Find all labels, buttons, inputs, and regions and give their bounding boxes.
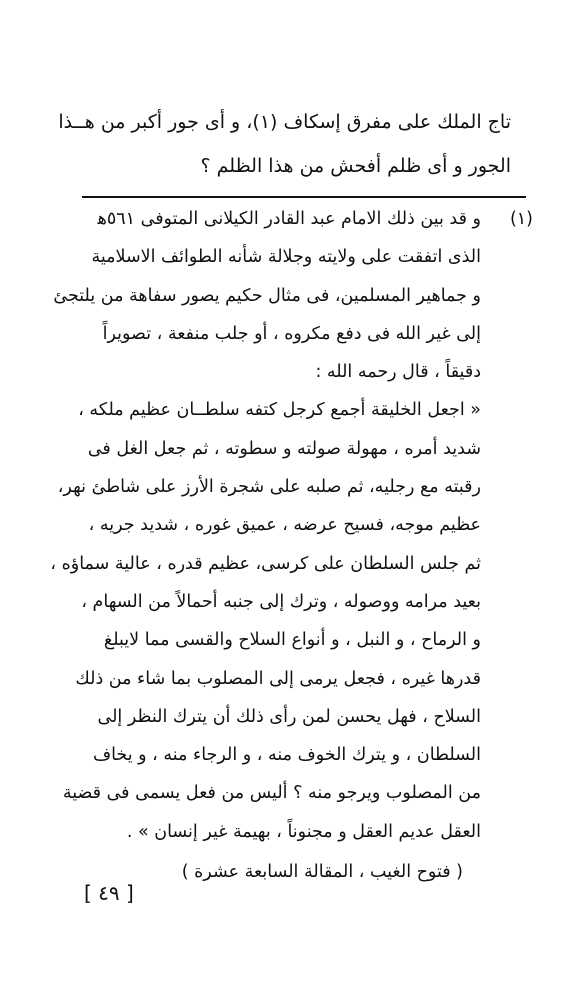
footnote-line: الذى اتفقت على ولايته وجلالة شأنه الطوائف الاسلامية [91, 247, 481, 268]
footnote [41, 200, 533, 891]
footnote-marker: (١) [509, 209, 533, 229]
footnote-line: قدرها غيره ، فجعل يرمى إلى المصلوب بما شاء من ذلك [75, 668, 481, 689]
main-text-line: الجور و أى ظلم أفحش من هذا الظلم ؟ [200, 155, 511, 177]
footnote-line-text: و قد بين ذلك الامام عبد القادر الكيلانى المتوفى ٥٦١ﻫ [97, 209, 481, 229]
footnote-separator-rule [82, 196, 526, 198]
footnote-source-citation: ( فتوح الغيب ، المقالة السابعة عشرة ) [181, 862, 463, 883]
footnote-line: العقل عديم العقل و مجنوناً ، بهيمة غير إنسان » . [126, 821, 481, 842]
footnote-line: عظيم موجه، فسيح عرضه ، عميق غوره ، شديد جريه ، [88, 515, 481, 536]
footnote-line: دقيقاً ، قال رحمه الله : [315, 362, 481, 383]
footnote-line: « اجعل الخليقة أجمع كرجل كتفه سلطــان عظيم ملكه ، [78, 400, 481, 421]
footnote-line: بعيد مرامه ووصوله ، وترك إلى جنبه أحمالاً من السهام ، [81, 591, 481, 612]
footnote-line: ثم جلس السلطان على كرسى، عظيم قدره ، عالية سماؤه ، [50, 553, 481, 574]
footnote-line: السلاح ، فهل يحسن لمن رأى ذلك أن يترك النظر إلى [97, 706, 481, 727]
footnote-line: إلى غير الله فى دفع مكروه ، أو جلب منفعة ، تصويراً [102, 323, 481, 344]
page-number: [ ٤٩ ] [84, 881, 134, 905]
footnote-line: رقبته مع رجليه، ثم صلبه على شجرة الأرز على شاطئ نهر، [57, 477, 481, 498]
main-text-line: تاج الملك على مفرق إسكاف (١)، و أى جور أكبر من هــذا [58, 111, 511, 133]
main-text [56, 100, 511, 188]
footnote-line: و جماهير المسلمين، فى مثال حكيم يصور سفاهة من يلتجئ [53, 285, 481, 306]
footnote-line [41, 200, 533, 238]
footnote-line: شديد أمره ، مهولة صولته و سطوته ، ثم جعل الغل فى [87, 438, 481, 459]
footnote-line: من المصلوب ويرجو منه ؟ أليس من فعل يسمى فى قضية [62, 783, 481, 804]
footnote-line: السلطان ، و يترك الخوف منه ، و الرجاء منه ، و يخاف [92, 745, 481, 766]
footnote-line: و الرماح ، و النبل ، و أنواع السلاح والقسى مما لايبلغ [103, 630, 481, 651]
